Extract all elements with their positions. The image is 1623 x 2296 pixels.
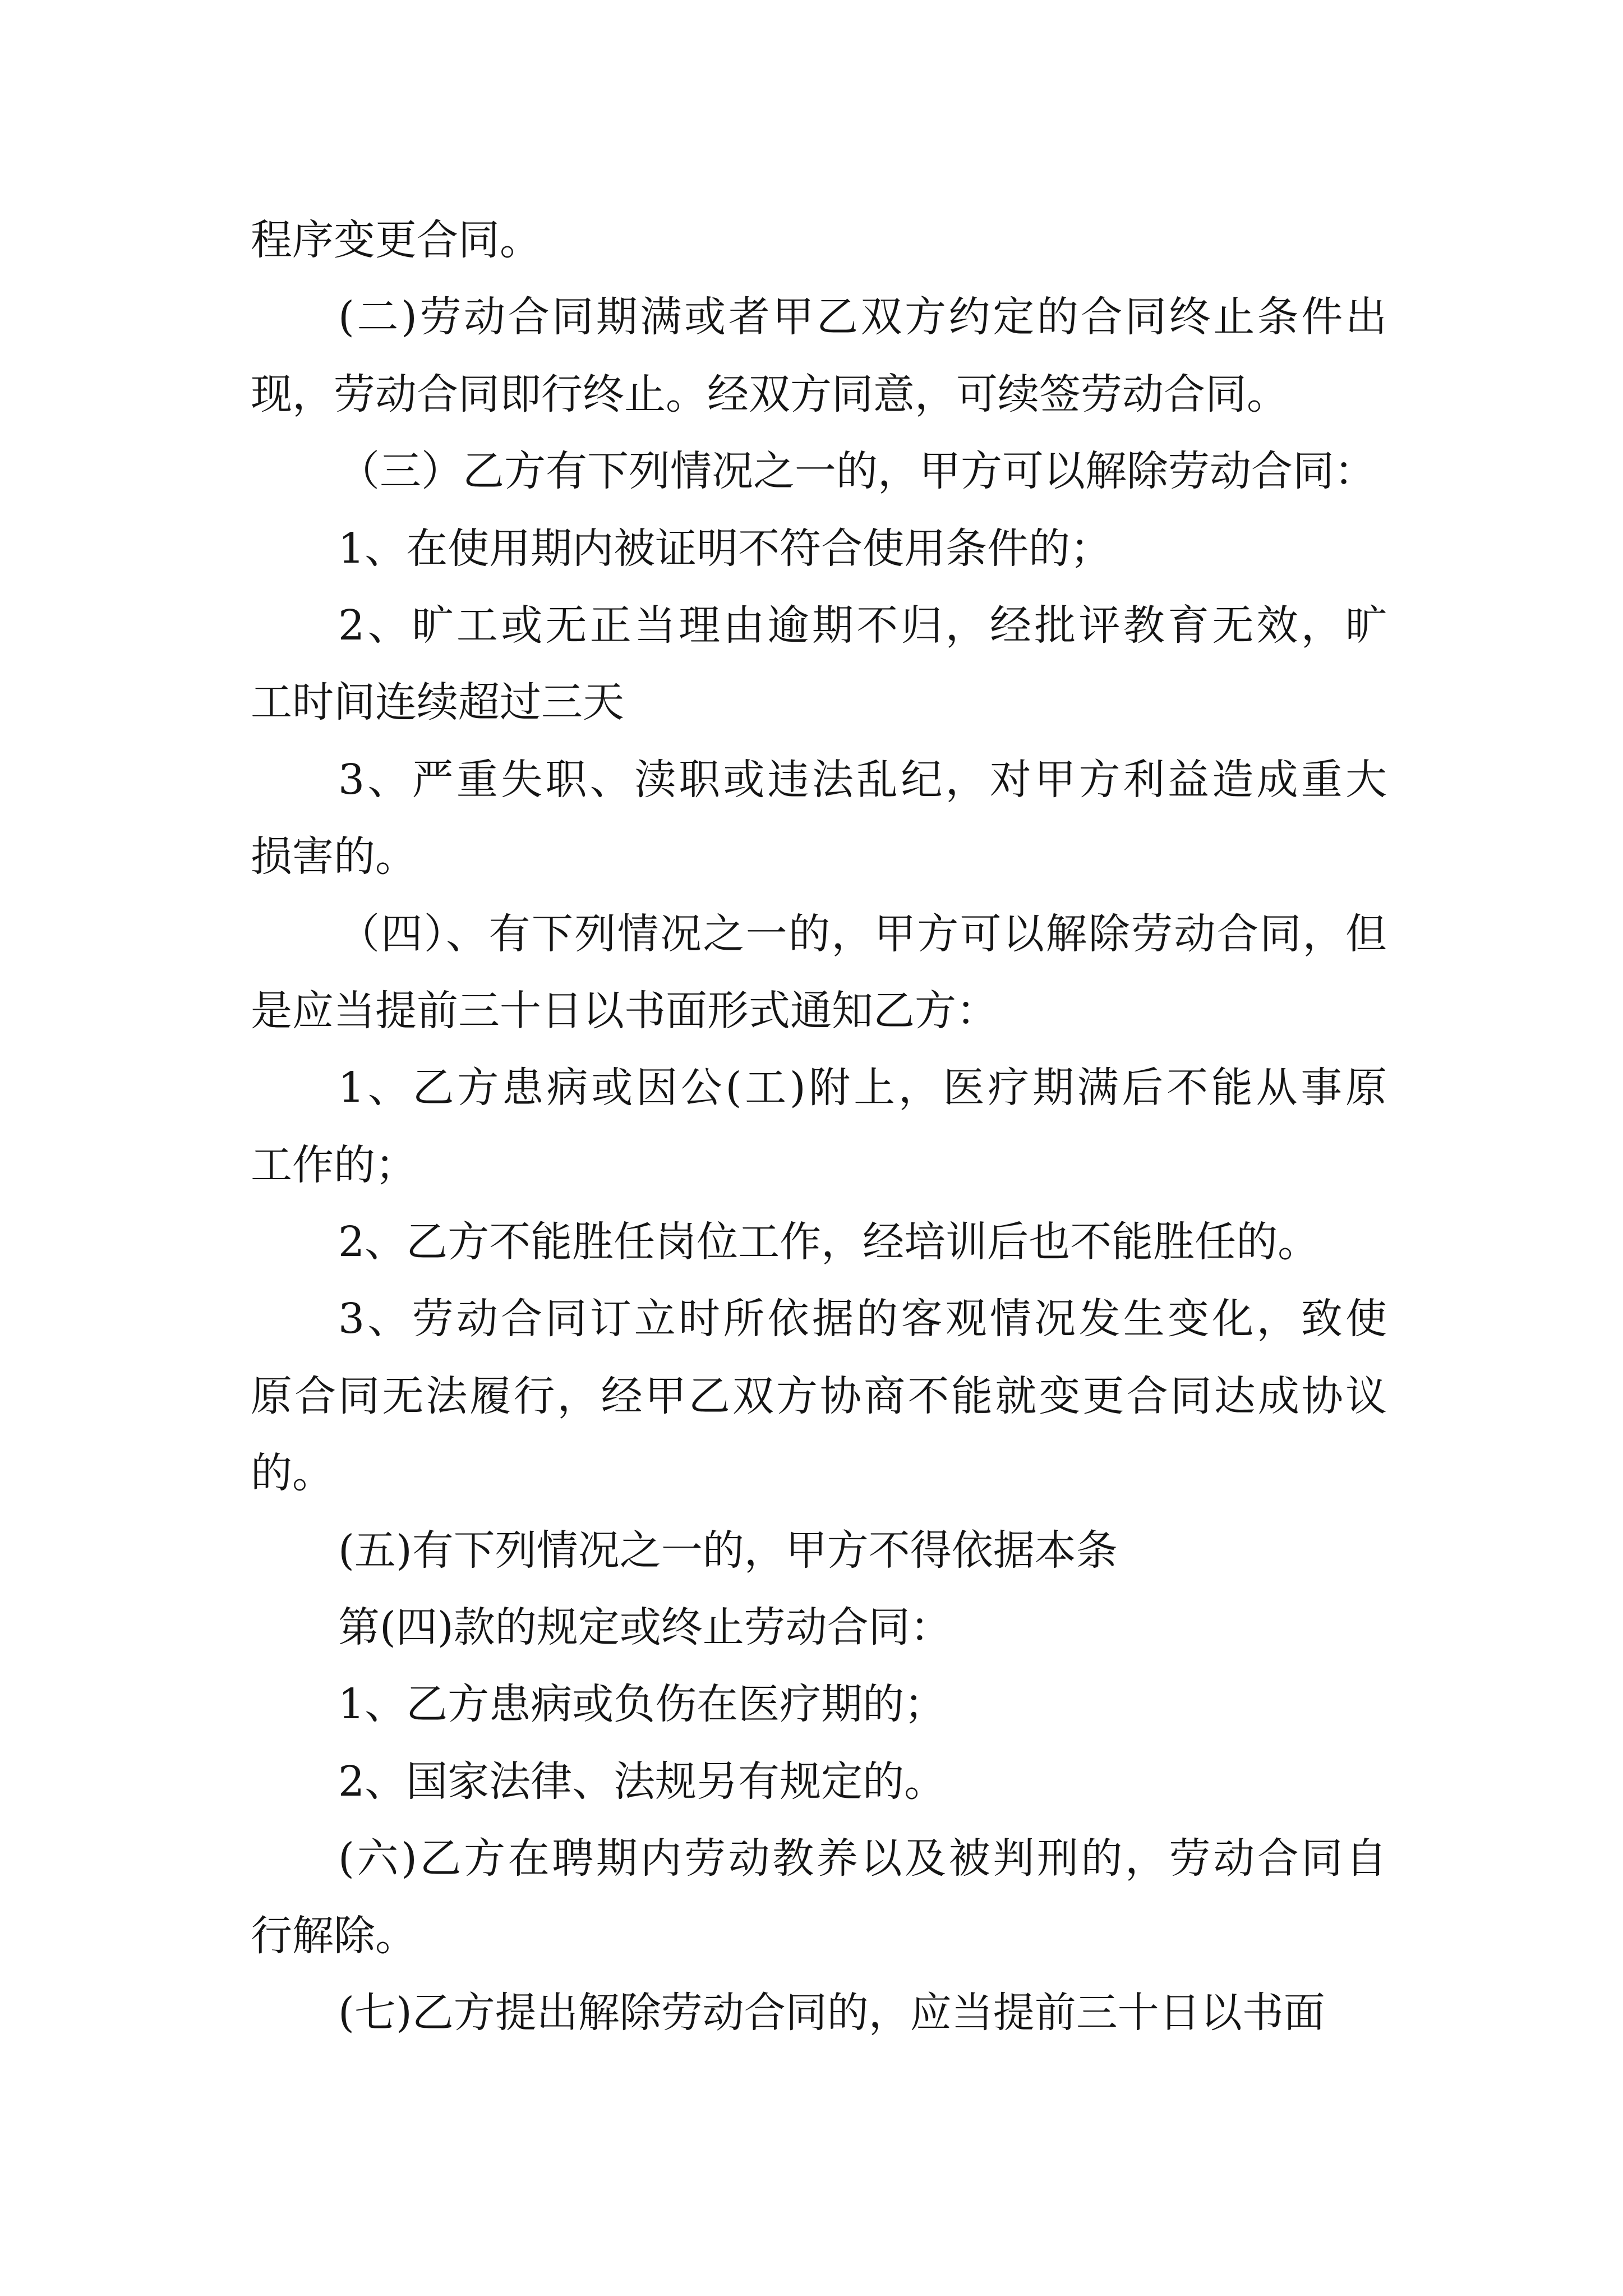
paragraph-line: 2、国家法律、法规另有规定的。 bbox=[338, 1757, 946, 1806]
paragraph bbox=[251, 279, 1387, 433]
paragraph bbox=[251, 1050, 1387, 1204]
paragraph-line: (六)乙方在聘期内劳动教养以及被判刑的，劳动合同自 bbox=[338, 1834, 1387, 1883]
paragraph-line: （三）乙方有下列情况之一的，甲方可以解除劳动合同： bbox=[338, 447, 1376, 496]
paragraph-line: (七)乙方提出解除劳动合同的，应当提前三十日以书面 bbox=[338, 1988, 1325, 2037]
paragraph-line: (五)有下列情况之一的，甲方不得依据本条 bbox=[338, 1526, 1118, 1575]
paragraph-line: 1、乙方患病或负伤在医疗期的； bbox=[338, 1680, 946, 1729]
paragraph-line: 2、乙方不能胜任岗位工作，经培训后也不能胜任的。 bbox=[338, 1218, 1320, 1267]
paragraph bbox=[251, 1512, 1387, 1589]
paragraph-line: 是应当提前三十日以书面形式通知乙方： bbox=[251, 986, 998, 1035]
paragraph bbox=[251, 1975, 1387, 2051]
paragraph bbox=[251, 1666, 1387, 1743]
paragraph-line: 工作的； bbox=[251, 1140, 417, 1189]
paragraph-line: 的。 bbox=[251, 1449, 334, 1498]
paragraph-line: 现，劳动合同即行终止。经双方同意，可续签劳动合同。 bbox=[251, 370, 1288, 418]
paragraph bbox=[251, 1204, 1387, 1281]
paragraph-line: 1、乙方患病或因公(工)附上，医疗期满后不能从事原 bbox=[338, 1064, 1387, 1112]
paragraph bbox=[251, 433, 1387, 510]
paragraph-line: 原合同无法履行，经甲乙双方协商不能就变更合同达成协议 bbox=[251, 1372, 1387, 1420]
paragraph-line: 工时间连续超过三天 bbox=[251, 678, 624, 727]
paragraph bbox=[251, 510, 1387, 587]
paragraph-line: 第(四)款的规定或终止劳动合同： bbox=[338, 1603, 952, 1652]
paragraph-line: 3、劳动合同订立时所依据的客观情况发生变化，致使 bbox=[338, 1295, 1387, 1343]
paragraph bbox=[251, 1281, 1387, 1512]
continuation-line: 程序变更合同。 bbox=[251, 216, 541, 264]
paragraph bbox=[251, 1820, 1387, 1975]
paragraph-line: 3、严重失职、渎职或违法乱纪，对甲方利益造成重大 bbox=[338, 755, 1387, 804]
paragraph-line: 2、旷工或无正当理由逾期不归，经批评教育无效，旷 bbox=[338, 601, 1387, 650]
paragraph bbox=[251, 1589, 1387, 1666]
paragraph-line: 1、在使用期内被证明不符合使用条件的； bbox=[338, 524, 1112, 573]
paragraph bbox=[251, 1743, 1387, 1820]
paragraph bbox=[251, 896, 1387, 1050]
paragraph-line: 损害的。 bbox=[251, 832, 417, 881]
paragraph-line: 行解除。 bbox=[251, 1911, 417, 1960]
paragraph bbox=[251, 742, 1387, 896]
document-page-body bbox=[251, 202, 1387, 2051]
paragraph-line: （四）、有下列情况之一的，甲方可以解除劳动合同，但 bbox=[338, 909, 1387, 958]
paragraph-list bbox=[251, 279, 1387, 2051]
paragraph bbox=[251, 587, 1387, 742]
paragraph-line: (二)劳动合同期满或者甲乙双方约定的合同终止条件出 bbox=[338, 293, 1387, 342]
